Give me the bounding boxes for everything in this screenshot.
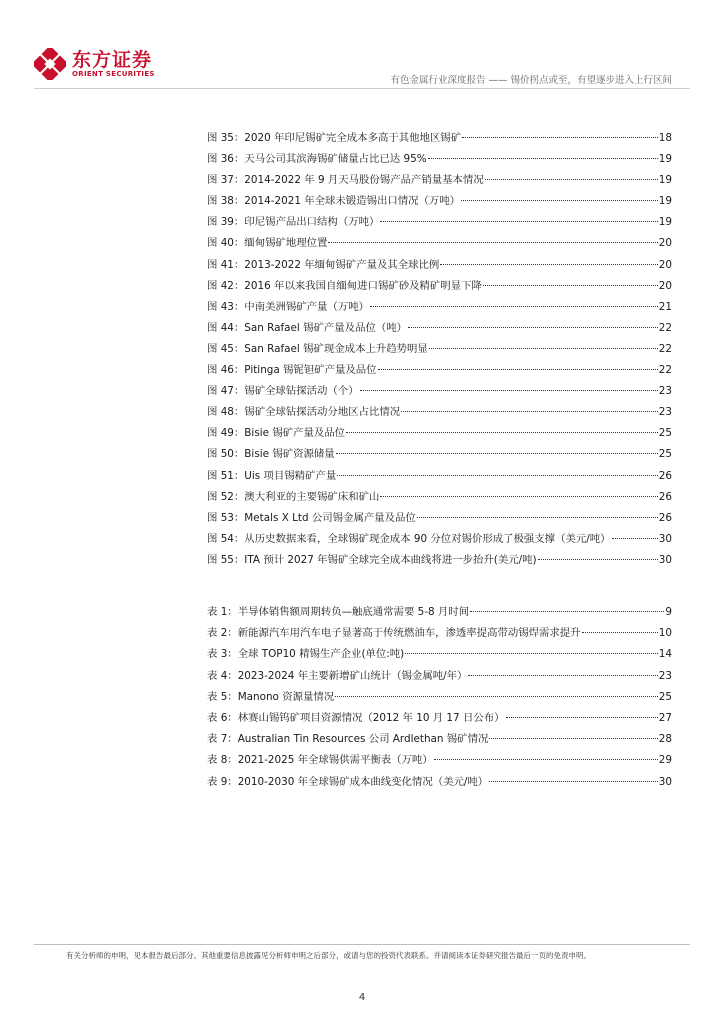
figure-toc-entry[interactable] xyxy=(207,551,672,572)
figure-toc-entry-label: 图 53：Metals X Ltd 公司锡金属产量及品位 xyxy=(207,511,416,524)
table-index xyxy=(207,603,672,794)
table-toc-entry-page-number: 27 xyxy=(658,711,672,724)
figure-toc-entry-page-number: 22 xyxy=(658,342,672,355)
figure-toc-entry-label: 图 36：天马公司其滨海锡矿储量占比已达 95% xyxy=(207,153,427,166)
figure-toc-entry-page-number: 19 xyxy=(658,195,672,208)
figure-toc-entry-page-number: 26 xyxy=(658,511,672,524)
dot-leader xyxy=(380,496,657,497)
dot-leader xyxy=(582,632,658,633)
dot-leader xyxy=(440,264,657,265)
table-toc-entry-page-number: 29 xyxy=(658,754,672,767)
table-toc-entry[interactable] xyxy=(207,709,672,730)
figure-toc-entry[interactable] xyxy=(207,256,672,277)
figure-toc-entry-label: 图 40：缅甸锡矿地理位置 xyxy=(207,237,328,250)
dot-leader xyxy=(408,327,658,328)
figure-toc-entry-label: 图 42：2016 年以来我国自缅甸进口锡矿砂及精矿明显下降 xyxy=(207,279,482,292)
figure-toc-entry[interactable] xyxy=(207,445,672,466)
table-toc-entry-label: 表 1：半导体销售额周期转负—触底通常需要 5-8 月时间 xyxy=(207,606,470,618)
figure-toc-entry[interactable] xyxy=(207,213,672,234)
table-toc-entry-page-number: 9 xyxy=(665,606,672,618)
figure-toc-entry[interactable] xyxy=(207,298,672,319)
dot-leader xyxy=(417,517,658,518)
figure-toc-entry[interactable] xyxy=(207,361,672,382)
table-toc-entry[interactable] xyxy=(207,603,672,624)
figure-toc-entry[interactable] xyxy=(207,277,672,298)
dot-leader xyxy=(328,242,657,243)
table-toc-entry[interactable] xyxy=(207,688,672,709)
table-toc-entry-page-number: 10 xyxy=(658,627,672,640)
figure-toc-entry-label: 图 46：Pitinga 锡铌钽矿产量及品位 xyxy=(207,364,377,377)
report-subtitle: 有色金属行业深度报告 —— 锡价拐点或至，有望逐步进入上行区间 xyxy=(390,75,672,86)
figure-toc-entry-label: 图 39：印尼锡产品出口结构（万吨） xyxy=(207,216,380,229)
figure-toc-entry[interactable] xyxy=(207,192,672,213)
figure-toc-entry-page-number: 23 xyxy=(658,385,672,398)
footer-divider xyxy=(34,944,690,945)
dot-leader xyxy=(462,137,658,138)
dot-leader xyxy=(485,179,658,180)
figure-toc-entry-page-number: 25 xyxy=(658,448,672,461)
dot-leader xyxy=(401,411,658,412)
figure-toc-entry-page-number: 20 xyxy=(658,258,672,271)
figure-toc-entry[interactable] xyxy=(207,340,672,361)
figure-toc-entry[interactable] xyxy=(207,403,672,424)
orient-logo-icon xyxy=(34,48,66,80)
figure-index xyxy=(207,129,672,572)
figure-toc-entry-page-number: 20 xyxy=(658,237,672,250)
figure-toc-entry[interactable] xyxy=(207,424,672,445)
dot-leader xyxy=(483,285,658,286)
figure-toc-entry[interactable] xyxy=(207,129,672,150)
figure-toc-entry-page-number: 19 xyxy=(658,153,672,166)
dot-leader xyxy=(378,369,658,370)
figure-toc-entry-label: 图 45：San Rafael 锡矿现金成本上升趋势明显 xyxy=(207,342,428,355)
figure-toc-entry-label: 图 41：2013-2022 年缅甸锡矿产量及其全球比例 xyxy=(207,258,440,271)
dot-leader xyxy=(434,759,658,760)
footer-disclaimer: 有关分析师的申明，见本报告最后部分。其他重要信息披露见分析师申明之后部分，或请与您的投资代表联系。并请阅读本证券研究报告最后一页的免责申明。 xyxy=(66,951,591,960)
figure-toc-entry-page-number: 21 xyxy=(658,300,672,313)
figure-toc-entry-label: 图 51：Uis 项目锡精矿产量 xyxy=(207,469,337,482)
dot-leader xyxy=(612,538,658,539)
figure-toc-entry-page-number: 19 xyxy=(658,174,672,187)
table-toc-entry[interactable] xyxy=(207,624,672,645)
table-toc-entry[interactable] xyxy=(207,773,672,794)
figure-toc-entry-page-number: 20 xyxy=(658,279,672,292)
figure-toc-entry-page-number: 18 xyxy=(658,132,672,144)
figure-toc-entry-label: 图 55：ITA 预计 2027 年锡矿全球完全成本曲线将进一步抬升(美元/吨) xyxy=(207,553,537,566)
figure-toc-entry[interactable] xyxy=(207,467,672,488)
figure-toc-entry-page-number: 26 xyxy=(658,490,672,503)
dot-leader xyxy=(370,306,658,307)
table-toc-entry-label: 表 6：林赛山锡钨矿项目资源情况（2012 年 10 月 17 日公布） xyxy=(207,711,505,724)
figure-toc-entry-label: 图 38：2014-2021 年全球未锻造锡出口情况（万吨） xyxy=(207,195,461,208)
figure-toc-entry-page-number: 19 xyxy=(658,216,672,229)
figure-toc-entry[interactable] xyxy=(207,234,672,255)
table-toc-entry-label: 表 4：2023-2024 年主要新增矿山统计（锡金属吨/年） xyxy=(207,669,468,682)
table-toc-entry[interactable] xyxy=(207,730,672,751)
table-toc-entry[interactable] xyxy=(207,751,672,772)
table-toc-entry-page-number: 25 xyxy=(658,690,672,703)
figure-toc-entry-label: 图 50：Bisie 锡矿资源储量 xyxy=(207,448,335,461)
figure-toc-entry-label: 图 52：澳大利亚的主要锡矿床和矿山 xyxy=(207,490,380,503)
figure-toc-entry-label: 图 35：2020 年印尼锡矿完全成本多高于其他地区锡矿 xyxy=(207,132,462,144)
figure-toc-entry[interactable] xyxy=(207,382,672,403)
dot-leader xyxy=(489,781,658,782)
figure-toc-entry-page-number: 23 xyxy=(658,406,672,419)
table-toc-entry[interactable] xyxy=(207,667,672,688)
figure-toc-entry-page-number: 26 xyxy=(658,469,672,482)
figure-toc-entry-page-number: 25 xyxy=(658,427,672,440)
logo-chinese-name: 东方证券 xyxy=(72,48,153,71)
table-toc-entry-page-number: 28 xyxy=(658,733,672,746)
dot-leader xyxy=(470,611,664,612)
figure-toc-entry-label: 图 44：San Rafael 锡矿产量及品位（吨） xyxy=(207,321,408,334)
dot-leader xyxy=(429,348,658,349)
figure-toc-entry-label: 图 43：中南美洲锡矿产量（万吨） xyxy=(207,300,369,313)
dot-leader xyxy=(428,158,658,159)
dot-leader xyxy=(538,559,658,560)
table-toc-entry-label: 表 3：全球 TOP10 精锡生产企业(单位:吨) xyxy=(207,648,405,661)
table-toc-entry-label: 表 8：2021-2025 年全球锡供需平衡表（万吨） xyxy=(207,754,433,767)
dot-leader xyxy=(337,475,658,476)
table-toc-entry-label: 表 7：Australian Tin Resources 公司 Ardlethan 锡矿情况 xyxy=(207,733,489,746)
table-toc-entry-page-number: 30 xyxy=(658,775,672,788)
page-number: 4 xyxy=(358,992,366,1003)
figure-toc-entry-label: 图 54：从历史数据来看，全球锡矿现金成本 90 分位对锡价形成了极强支撑（美元/吨） xyxy=(207,532,611,545)
dot-leader xyxy=(506,717,658,718)
dot-leader xyxy=(380,221,657,222)
table-toc-entry-page-number: 14 xyxy=(658,648,672,661)
figure-toc-entry-page-number: 22 xyxy=(658,321,672,334)
dot-leader xyxy=(468,675,657,676)
dot-leader xyxy=(405,653,658,654)
figure-toc-entry[interactable] xyxy=(207,509,672,530)
dot-leader xyxy=(346,432,658,433)
figure-toc-entry-label: 图 48：锡矿全球钻探活动分地区占比情况 xyxy=(207,406,401,419)
figure-toc-entry-label: 图 37：2014-2022 年 9 月天马股份锡产品产销量基本情况 xyxy=(207,174,484,187)
table-toc-entry-label: 表 9：2010-2030 年全球锡矿成本曲线变化情况（美元/吨） xyxy=(207,775,489,788)
figure-toc-entry-page-number: 30 xyxy=(658,553,672,566)
dot-leader xyxy=(461,200,658,201)
table-toc-entry[interactable] xyxy=(207,645,672,666)
logo-english-name: ORIENT SECURITIES xyxy=(72,69,155,78)
figure-toc-entry-label: 图 49：Bisie 锡矿产量及品位 xyxy=(207,427,346,440)
dot-leader xyxy=(335,696,658,697)
dot-leader xyxy=(360,390,658,391)
figure-toc-entry-page-number: 22 xyxy=(658,364,672,377)
figure-toc-entry-page-number: 30 xyxy=(658,532,672,545)
header-divider xyxy=(34,88,690,89)
figure-toc-entry[interactable] xyxy=(207,530,672,551)
figure-toc-entry[interactable] xyxy=(207,150,672,171)
brand-logo xyxy=(34,48,155,80)
figure-toc-entry[interactable] xyxy=(207,488,672,509)
figure-toc-entry-label: 图 47：锡矿全球钻探活动（个） xyxy=(207,385,359,398)
figure-toc-entry[interactable] xyxy=(207,319,672,340)
figure-toc-entry[interactable] xyxy=(207,171,672,192)
table-toc-entry-label: 表 2：新能源汽车用汽车电子显著高于传统燃油车，渗透率提高带动锡焊需求提升 xyxy=(207,627,581,640)
table-toc-entry-page-number: 23 xyxy=(658,669,672,682)
table-toc-entry-label: 表 5：Manono 资源量情况 xyxy=(207,690,335,703)
dot-leader xyxy=(489,738,657,739)
dot-leader xyxy=(336,453,658,454)
